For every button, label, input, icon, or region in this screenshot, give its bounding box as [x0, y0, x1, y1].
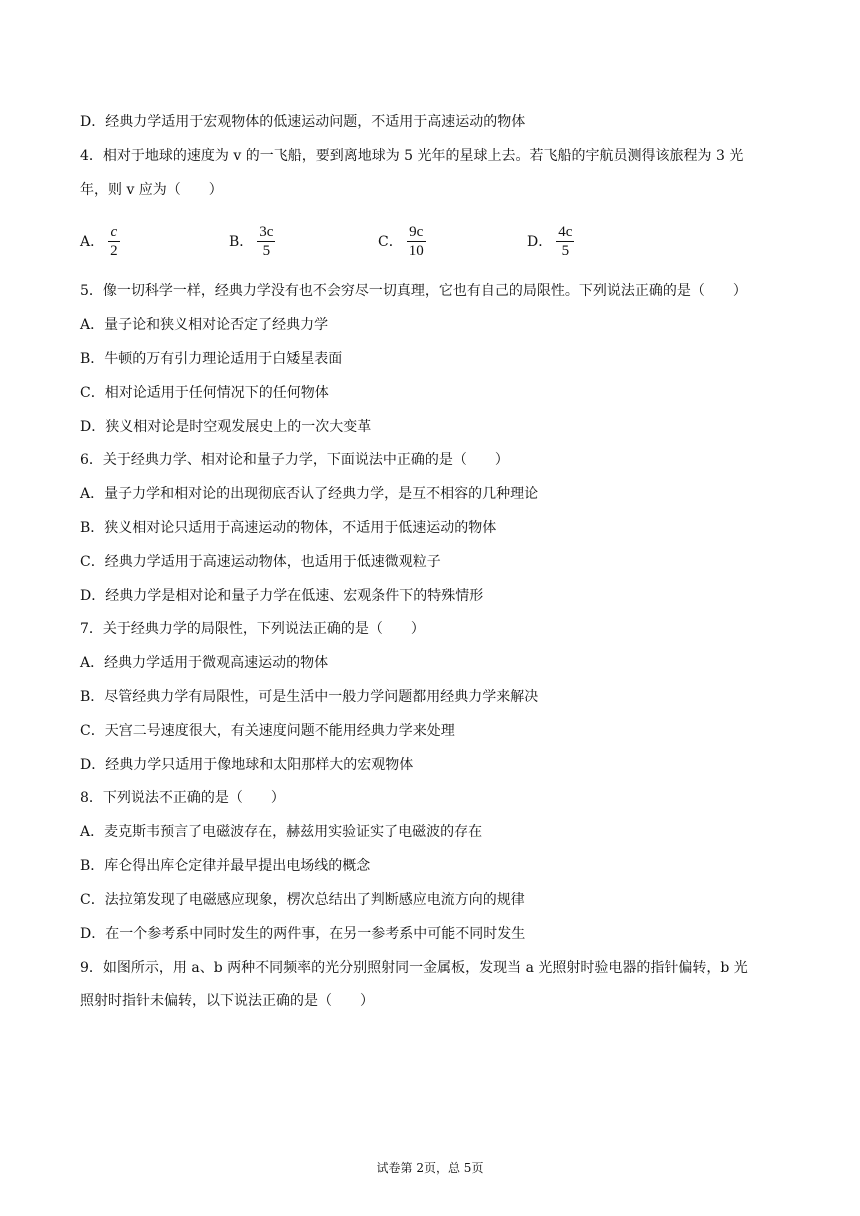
fraction-denominator: 2: [110, 242, 118, 259]
q9-stem-line-2: 照射时指针未偏转，以下说法正确的是（ ）: [80, 993, 374, 1009]
q5-option-d: D．狭义相对论是时空观发展史上的一次大变革: [80, 419, 372, 435]
fraction: [407, 223, 426, 260]
q8-stem: 8．下列说法不正确的是（ ）: [80, 790, 285, 806]
q7-stem: 7．关于经典力学的局限性，下列说法正确的是（ ）: [80, 621, 425, 637]
q6-option-b: B．狭义相对论只适用于高速运动的物体，不适用于低速运动的物体: [80, 520, 497, 536]
q7-option-b: B．尽管经典力学有局限性，可是生活中一般力学问题都用经典力学来解决: [80, 689, 539, 705]
q7-option-c: C．天宫二号速度很大，有关速度问题不能用经典力学来处理: [80, 723, 455, 739]
fraction-denominator: 10: [408, 242, 424, 259]
q4-option-d: [527, 218, 574, 264]
q9-stem-line-1: 9．如图所示，用 a、b 两种不同频率的光分别照射同一金属板，发现当 a 光照射时验电器的指针偏转，b 光: [80, 960, 748, 976]
fraction: [108, 223, 120, 260]
fraction-numerator: 3c: [259, 223, 274, 240]
q6-option-a: A．量子力学和相对论的出现彻底否认了经典力学，是互不相容的几种理论: [80, 486, 539, 502]
q5-option-c: C．相对论适用于任何情况下的任何物体: [80, 385, 329, 401]
q4-option-a: [80, 218, 120, 264]
q6-option-d: D．经典力学是相对论和量子力学在低速、宏观条件下的特殊情形: [80, 588, 484, 604]
q6-option-c: C．经典力学适用于高速运动物体，也适用于低速微观粒子: [80, 554, 441, 570]
q8-option-d: D．在一个参考系中同时发生的两件事，在另一参考系中可能不同时发生: [80, 926, 526, 942]
fraction-denominator: 5: [262, 242, 271, 259]
q4-options: [80, 218, 680, 264]
q8-option-a: A．麦克斯韦预言了电磁波存在，赫兹用实验证实了电磁波的存在: [80, 824, 483, 840]
q4-stem-line-1: 4．相对于地球的速度为 v 的一飞船，要到离地球为 5 光年的星球上去。若飞船的宇航员测得该旅程为 3 光: [80, 148, 744, 164]
fraction: [556, 223, 574, 260]
option-letter: D．: [527, 234, 553, 250]
q3-option-d: D．经典力学适用于宏观物体的低速运动问题，不适用于高速运动的物体: [80, 114, 526, 130]
q8-option-b: B．库仑得出库仑定律并最早提出电场线的概念: [80, 858, 371, 874]
fraction-denominator: 5: [561, 242, 570, 259]
q7-option-a: A．经典力学适用于微观高速运动的物体: [80, 655, 329, 671]
q7-option-d: D．经典力学只适用于像地球和太阳那样大的宏观物体: [80, 757, 414, 773]
fraction-numerator: 4c: [558, 223, 573, 240]
q8-option-c: C．法拉第发现了电磁感应现象，楞次总结出了判断感应电流方向的规律: [80, 892, 525, 908]
q4-option-c: [378, 218, 426, 264]
q6-stem: 6．关于经典力学、相对论和量子力学，下面说法中正确的是（ ）: [80, 452, 509, 468]
q5-stem: 5．像一切科学一样，经典力学没有也不会穷尽一切真理，它也有自己的局限性。下列说法正确的是（ ）: [80, 283, 747, 299]
q5-option-b: B．牛顿的万有引力理论适用于白矮星表面: [80, 351, 343, 367]
fraction: [257, 223, 275, 260]
page-footer: 试卷第 2页，总 5页: [376, 1161, 484, 1175]
option-letter: B．: [229, 234, 254, 250]
fraction-numerator: 9c: [409, 223, 424, 240]
option-letter: A．: [80, 234, 105, 250]
q4-stem-line-2: 年，则 v 应为（ ）: [80, 182, 223, 198]
fraction-numerator: c: [110, 223, 118, 240]
q4-option-b: [229, 218, 275, 264]
q5-option-a: A．量子论和狭义相对论否定了经典力学: [80, 317, 329, 333]
option-letter: C．: [378, 234, 403, 250]
